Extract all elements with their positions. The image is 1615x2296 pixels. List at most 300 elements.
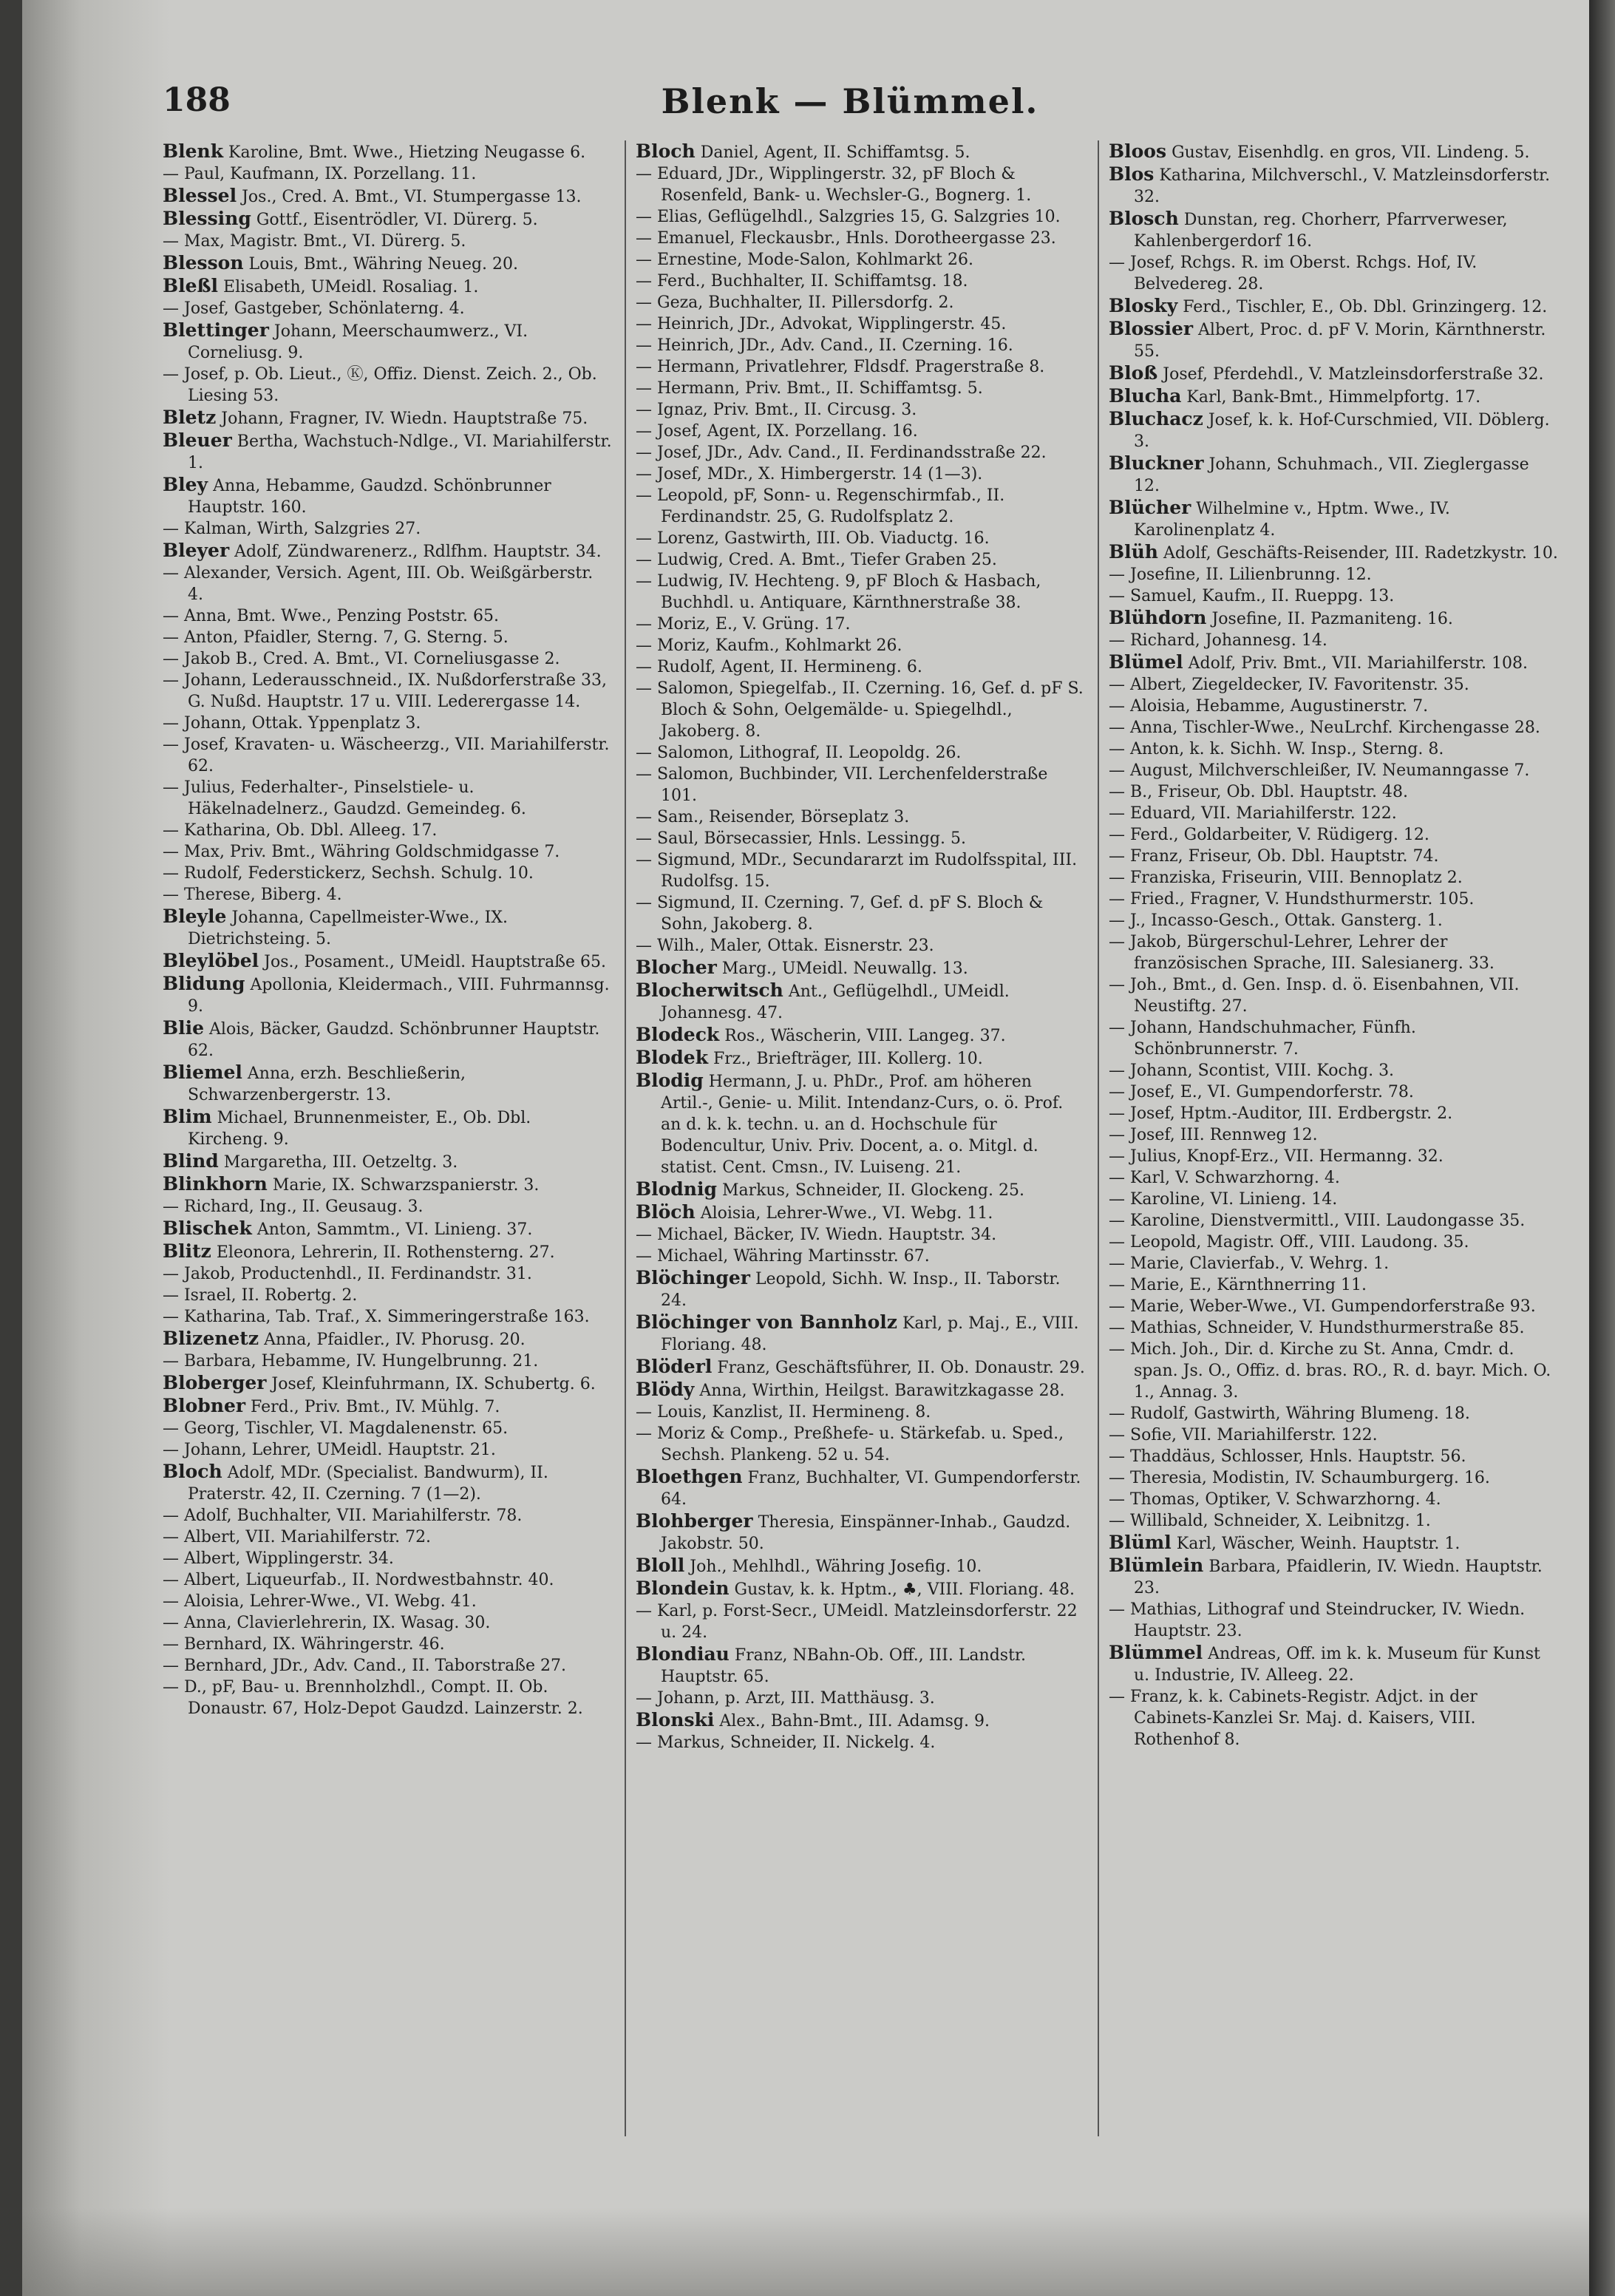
directory-entry bbox=[1109, 1317, 1560, 1339]
directory-entry bbox=[1109, 1060, 1560, 1081]
directory-entry bbox=[163, 1677, 613, 1719]
entry-details: — Mathias, Lithograf und Steindrucker, IV. Wiedn. Hauptstr. 23. bbox=[1109, 1600, 1526, 1640]
directory-entry bbox=[1109, 651, 1560, 674]
entry-details: — Marie, Weber-Wwe., VI. Gumpendorferstraße 93. bbox=[1109, 1297, 1536, 1316]
entry-details: — Johann, Handschuhmacher, Fünfh. Schönbrunnerstr. 7. bbox=[1109, 1019, 1416, 1059]
entry-surname: Bloethgen bbox=[636, 1466, 743, 1487]
directory-entry bbox=[163, 1372, 613, 1395]
directory-entry bbox=[163, 1612, 613, 1634]
directory-entry bbox=[1109, 1339, 1560, 1403]
entry-surname: Bloch bbox=[636, 140, 696, 162]
directory-entry bbox=[636, 656, 1087, 678]
entry-details: — Eduard, VII. Mariahilferstr. 122. bbox=[1109, 804, 1397, 823]
directory-entry bbox=[1109, 541, 1560, 564]
directory-entry bbox=[1109, 1167, 1560, 1189]
directory-entry bbox=[163, 670, 613, 713]
gutter-shadow bbox=[22, 0, 170, 2296]
directory-entry bbox=[163, 1196, 613, 1217]
entry-surname: Blümel bbox=[1109, 651, 1183, 673]
entry-surname: Bleßl bbox=[163, 275, 219, 296]
entry-details: — Mich. Joh., Dir. d. Kirche zu St. Anna, Cmdr. d. span. Js. O., Offiz. d. bras. RO., R. d. bayr. Mich. O. 1., Annag. 3. bbox=[1109, 1340, 1551, 1402]
directory-entry bbox=[636, 1224, 1087, 1246]
entry-details: Aloisia, Lehrer-Wwe., VI. Webg. 11. bbox=[700, 1204, 993, 1223]
directory-entry bbox=[163, 973, 613, 1017]
directory-entry bbox=[1109, 585, 1560, 607]
entry-details: — Anton, k. k. Sichh. W. Insp., Sterng. 8. bbox=[1109, 740, 1444, 758]
directory-entry bbox=[163, 474, 613, 518]
entry-surname: Bleyer bbox=[163, 540, 230, 561]
directory-entry bbox=[1109, 564, 1560, 585]
entry-details: — Eduard, JDr., Wipplingerstr. 32, pF Bloch & Rosenfeld, Bank- u. Wechsler-G., Bognerg. 1. bbox=[636, 165, 1032, 205]
directory-entry bbox=[636, 1246, 1087, 1267]
entry-surname: Blüh bbox=[1109, 541, 1158, 563]
directory-entry bbox=[1109, 1510, 1560, 1532]
entry-surname: Bleuer bbox=[163, 429, 232, 451]
directory-entry bbox=[163, 605, 613, 627]
directory-entry bbox=[636, 1423, 1087, 1466]
directory-entry bbox=[636, 1688, 1087, 1709]
entry-details: Dunstan, reg. Chorherr, Pfarrverweser, Kahlenbergerdorf 16. bbox=[1134, 211, 1508, 251]
entry-details: — Rudolf, Federstickerz, Sechsh. Schulg. 10. bbox=[163, 864, 534, 883]
directory-entry bbox=[163, 734, 613, 777]
directory-entry bbox=[1109, 1532, 1560, 1555]
entry-details: — Josef, E., VI. Gumpendorferstr. 78. bbox=[1109, 1083, 1414, 1101]
entry-details: — Josef, MDr., X. Himbergerstr. 14 (1—3). bbox=[636, 465, 983, 483]
directory-entry bbox=[163, 841, 613, 863]
entry-surname: Bletz bbox=[163, 407, 217, 428]
directory-entry bbox=[163, 1173, 613, 1196]
entry-surname: Blöderl bbox=[636, 1356, 713, 1377]
entry-details: — Karoline, Dienstvermittl., VIII. Laudongasse 35. bbox=[1109, 1212, 1526, 1230]
entry-details: — Aloisia, Lehrer-Wwe., VI. Webg. 41. bbox=[163, 1592, 477, 1611]
entry-surname: Bloberger bbox=[163, 1372, 267, 1393]
directory-entry bbox=[636, 742, 1087, 764]
entry-details: Josef, Pferdehdl., V. Matzleinsdorferstraße 32. bbox=[1163, 365, 1544, 384]
entry-surname: Blessel bbox=[163, 185, 237, 206]
directory-entry bbox=[163, 1240, 613, 1263]
directory-entry bbox=[163, 563, 613, 605]
entry-surname: Bloß bbox=[1109, 362, 1158, 384]
entry-details: Adolf, Geschäfts-Reisender, III. Radetzkystr. 10. bbox=[1163, 544, 1558, 563]
directory-entry bbox=[1109, 1403, 1560, 1424]
entry-details: — Paul, Kaufmann, IX. Porzellang. 11. bbox=[163, 165, 477, 183]
directory-entry bbox=[636, 249, 1087, 271]
entry-details: — Salomon, Spiegelfab., II. Czerning. 16, Gef. d. pF S. Bloch & Sohn, Oelgemälde- u. Spiegelhdl., Jakoberg. 8. bbox=[636, 679, 1084, 741]
entry-details: — Fried., Fragner, V. Hundsthurmerstr. 105. bbox=[1109, 890, 1475, 908]
entry-details: — Georg, Tischler, VI. Magdalenenstr. 65. bbox=[163, 1419, 509, 1438]
entry-details: Adolf, Zündwarenerz., Rdlfhm. Hauptstr. 34. bbox=[234, 543, 602, 561]
entry-details: — Louis, Kanzlist, II. Hermineng. 8. bbox=[636, 1403, 931, 1422]
entry-details: Barbara, Pfaidlerin, IV. Wiedn. Hauptstr. 23. bbox=[1134, 1558, 1543, 1597]
directory-entry bbox=[163, 185, 613, 208]
entry-details: — Josef, Hptm.-Auditor, III. Erdbergstr. 2. bbox=[1109, 1104, 1453, 1123]
directory-entry bbox=[163, 407, 613, 429]
entry-details: — Mathias, Schneider, V. Hundsthurmerstraße 85. bbox=[1109, 1319, 1525, 1337]
entry-details: — Leopold, pF, Sonn- u. Regenschirmfab., II. Ferdinandstr. 25, G. Rudolfsplatz 2. bbox=[636, 486, 1005, 526]
directory-entry bbox=[636, 828, 1087, 849]
entry-surname: Blöch bbox=[636, 1201, 696, 1223]
directory-entry bbox=[1109, 140, 1560, 163]
entry-surname: Blessing bbox=[163, 208, 251, 229]
directory-entry bbox=[636, 335, 1087, 356]
directory-entry bbox=[1109, 889, 1560, 910]
directory-entry bbox=[1109, 362, 1560, 385]
directory-entry bbox=[1109, 385, 1560, 408]
directory-entry bbox=[1109, 163, 1560, 208]
entry-details: — B., Friseur, Ob. Dbl. Hauptstr. 48. bbox=[1109, 783, 1408, 801]
directory-entry bbox=[1109, 696, 1560, 717]
directory-entry bbox=[1109, 1686, 1560, 1750]
entry-surname: Blos bbox=[1109, 163, 1155, 185]
directory-entry bbox=[163, 777, 613, 820]
entry-details: — Josefine, II. Lilienbrunng. 12. bbox=[1109, 565, 1372, 584]
entry-details: Josef, k. k. Hof-Curschmied, VII. Döblerg. 3. bbox=[1134, 411, 1550, 451]
directory-entry bbox=[636, 140, 1087, 163]
directory-entry bbox=[163, 140, 613, 163]
directory-entry bbox=[1109, 974, 1560, 1017]
entry-details: — Julius, Knopf-Erz., VII. Hermanng. 32. bbox=[1109, 1147, 1444, 1166]
entry-surname: Blondiau bbox=[636, 1643, 730, 1665]
directory-entry bbox=[1109, 607, 1560, 630]
column-divider bbox=[625, 140, 626, 2136]
directory-entry bbox=[1109, 1253, 1560, 1274]
entry-details: Wilhelmine v., Hptm. Wwe., IV. Karolinenplatz 4. bbox=[1134, 500, 1450, 540]
directory-entry bbox=[163, 820, 613, 841]
entry-details: — Leopold, Magistr. Off., VIII. Laudong. 35. bbox=[1109, 1233, 1469, 1251]
directory-entry bbox=[636, 463, 1087, 485]
entry-details: Katharina, Milchverschl., V. Matzleinsdorferstr. 32. bbox=[1134, 166, 1551, 206]
directory-entry bbox=[163, 1285, 613, 1306]
directory-entry bbox=[636, 892, 1087, 935]
entry-details: — Theresia, Modistin, IV. Schaumburgerg. 16. bbox=[1109, 1469, 1490, 1487]
entry-details: Apollonia, Kleidermach., VIII. Fuhrmannsg. 9. bbox=[188, 976, 610, 1016]
entry-surname: Bluchacz bbox=[1109, 408, 1203, 429]
directory-entry bbox=[1109, 1642, 1560, 1686]
entry-details: — Max, Priv. Bmt., Währing Goldschmidgasse 7. bbox=[163, 843, 560, 861]
entry-surname: Blossier bbox=[1109, 318, 1194, 339]
entry-details: Franz, Buchhalter, VI. Gumpendorferstr. 64. bbox=[661, 1469, 1081, 1509]
directory-entry bbox=[1109, 1017, 1560, 1060]
entry-details: — Josef, Gastgeber, Schönlaterng. 4. bbox=[163, 299, 465, 318]
entry-details: Ros., Wäscherin, VIII. Langeg. 37. bbox=[724, 1027, 1006, 1045]
directory-entry bbox=[163, 275, 613, 298]
entry-details: Bertha, Wachstuch-Ndlge., VI. Mariahilferstr. 1. bbox=[188, 432, 612, 472]
directory-entry bbox=[636, 271, 1087, 292]
entry-details: Marg., UMeidl. Neuwallg. 13. bbox=[721, 960, 968, 978]
entry-details: — Sigmund, II. Czerning. 7, Gef. d. pF S. Bloch & Sohn, Jakoberg. 8. bbox=[636, 894, 1044, 934]
entry-details: Franz, NBahn-Ob. Off., III. Landstr. Hauptstr. 65. bbox=[661, 1646, 1027, 1686]
directory-entry bbox=[163, 1263, 613, 1285]
directory-entry bbox=[636, 1643, 1087, 1688]
entry-details: — Jakob B., Cred. A. Bmt., VI. Corneliusgasse 2. bbox=[163, 650, 560, 668]
entry-surname: Bliemel bbox=[163, 1062, 242, 1083]
directory-entry bbox=[636, 1311, 1087, 1356]
entry-details: — Rudolf, Agent, II. Hermineng. 6. bbox=[636, 658, 922, 676]
entry-details: — Anna, Tischler-Wwe., NeuLrchf. Kirchengasse 28. bbox=[1109, 719, 1540, 737]
entry-surname: Bleylöbel bbox=[163, 950, 259, 971]
entry-details: — Thaddäus, Schlosser, Hnls. Hauptstr. 56. bbox=[1109, 1447, 1466, 1466]
running-head: Blenk — Blümmel. bbox=[661, 81, 1039, 121]
directory-entry bbox=[1109, 738, 1560, 760]
directory-entry bbox=[636, 1178, 1087, 1201]
entry-details: Elisabeth, UMeidl. Rosaliag. 1. bbox=[223, 278, 479, 296]
entry-surname: Blödy bbox=[636, 1379, 695, 1400]
entry-details: Johann, Fragner, IV. Wiedn. Hauptstraße 75. bbox=[221, 410, 588, 428]
directory-entry bbox=[636, 313, 1087, 335]
entry-details: — Moriz, E., V. Grüng. 17. bbox=[636, 615, 851, 634]
entry-surname: Bloos bbox=[1109, 140, 1167, 162]
directory-entry bbox=[163, 906, 613, 950]
entry-details: — Ferd., Goldarbeiter, V. Rüdigerg. 12. bbox=[1109, 826, 1429, 844]
entry-details: Adolf, MDr. (Specialist. Bandwurm), II. Praterstr. 42, II. Czerning. 7 (1—2). bbox=[188, 1464, 548, 1504]
entry-details: — Karoline, VI. Linieng. 14. bbox=[1109, 1190, 1338, 1209]
directory-entry bbox=[1109, 1081, 1560, 1103]
directory-entry bbox=[1109, 630, 1560, 651]
directory-entry bbox=[163, 1439, 613, 1461]
entry-details: — Josef, p. Ob. Lieut., Ⓚ, Offiz. Dienst. Zeich. 2., Ob. Liesing 53. bbox=[163, 365, 597, 405]
directory-entry bbox=[636, 528, 1087, 549]
directory-entry bbox=[163, 950, 613, 973]
entry-details: — Johann, Scontist, VIII. Kochg. 3. bbox=[1109, 1062, 1395, 1080]
directory-entry bbox=[163, 1418, 613, 1439]
entry-details: — Josef, Rchgs. R. im Oberst. Rchgs. Hof, IV. Belvedereg. 28. bbox=[1109, 254, 1478, 293]
entry-details: — Albert, Wipplingerstr. 34. bbox=[163, 1549, 394, 1568]
directory-entry bbox=[1109, 1424, 1560, 1446]
directory-columns bbox=[163, 140, 1567, 2136]
entry-surname: Blocher bbox=[636, 957, 717, 978]
entry-details: Karl, Bank-Bmt., Himmelpfortg. 17. bbox=[1186, 388, 1481, 407]
entry-details: — Josef, Agent, IX. Porzellang. 16. bbox=[636, 422, 918, 441]
entry-details: — Max, Magistr. Bmt., VI. Dürerg. 5. bbox=[163, 232, 466, 251]
directory-entry bbox=[636, 849, 1087, 892]
bottom-shadow bbox=[22, 2207, 1589, 2296]
entry-surname: Bley bbox=[163, 474, 208, 495]
directory-entry bbox=[1109, 910, 1560, 931]
entry-details: — Heinrich, JDr., Advokat, Wipplingerstr. 45. bbox=[636, 315, 1007, 333]
entry-details: — Albert, Liqueurfab., II. Nordwestbahnstr. 40. bbox=[163, 1571, 554, 1589]
entry-details: Anton, Sammtm., VI. Linieng. 37. bbox=[256, 1220, 533, 1239]
directory-entry bbox=[163, 252, 613, 275]
entry-details: — Richard, Ing., II. Geusaug. 3. bbox=[163, 1198, 424, 1216]
entry-surname: Blöchinger bbox=[636, 1267, 750, 1288]
directory-entry bbox=[636, 485, 1087, 528]
directory-entry bbox=[163, 1505, 613, 1526]
entry-details: — Josef, Kravaten- u. Wäscheerzg., VII. Mariahilferstr. 62. bbox=[163, 736, 610, 775]
directory-entry bbox=[636, 614, 1087, 635]
entry-details: Marie, IX. Schwarzspanierstr. 3. bbox=[272, 1176, 540, 1195]
directory-entry bbox=[163, 1062, 613, 1106]
entry-details: — Katharina, Ob. Dbl. Alleeg. 17. bbox=[163, 821, 438, 840]
entry-details: — Johann, p. Arzt, III. Matthäusg. 3. bbox=[636, 1689, 935, 1708]
column-3 bbox=[1109, 140, 1560, 2136]
directory-entry bbox=[636, 1267, 1087, 1311]
entry-details: — Adolf, Buchhalter, VII. Mariahilferstr. 78. bbox=[163, 1507, 523, 1525]
entry-details: Anna, erzh. Beschließerin, Schwarzenbergerstr. 13. bbox=[188, 1064, 466, 1104]
entry-details: — Bernhard, IX. Währingerstr. 46. bbox=[163, 1635, 445, 1654]
column-2 bbox=[636, 140, 1087, 2136]
directory-entry bbox=[636, 292, 1087, 313]
entry-details: — Ludwig, Cred. A. Bmt., Tiefer Graben 25. bbox=[636, 551, 997, 569]
directory-entry bbox=[1109, 408, 1560, 452]
entry-details: Leopold, Sichh. W. Insp., II. Taborstr. 24. bbox=[661, 1270, 1061, 1310]
directory-entry bbox=[636, 1024, 1087, 1047]
directory-entry bbox=[163, 1351, 613, 1372]
entry-details: Gottf., Eisentrödler, VI. Dürerg. 5. bbox=[256, 211, 538, 229]
entry-details: — Jakob, Productenhdl., II. Ferdinandstr. 31. bbox=[163, 1265, 532, 1283]
directory-entry bbox=[636, 1356, 1087, 1379]
entry-details: Franz, Geschäftsführer, II. Ob. Donaustr. 29. bbox=[717, 1359, 1085, 1377]
entry-details: Frz., Briefträger, III. Kollerg. 10. bbox=[713, 1050, 983, 1068]
entry-details: — Ignaz, Priv. Bmt., II. Circusg. 3. bbox=[636, 401, 917, 419]
entry-details: — Willibald, Schneider, X. Leibnitzg. 1. bbox=[1109, 1512, 1431, 1530]
entry-details: — Franziska, Friseurin, VIII. Bennoplatz 2. bbox=[1109, 869, 1463, 887]
entry-surname: Blöchinger von Bannholz bbox=[636, 1311, 897, 1333]
directory-entry bbox=[636, 549, 1087, 571]
entry-surname: Blenk bbox=[163, 140, 224, 162]
entry-details: — Joh., Bmt., d. Gen. Insp. d. ö. Eisenbahnen, VII. Neustiftg. 27. bbox=[1109, 976, 1520, 1016]
entry-details: — Ferd., Buchhalter, II. Schiffamtsg. 18. bbox=[636, 272, 968, 291]
directory-entry bbox=[1109, 1489, 1560, 1510]
directory-entry bbox=[163, 364, 613, 407]
entry-details: — D., pF, Bau- u. Brennholzhdl., Compt. II. Ob. Donaustr. 67, Holz-Depot Gaudzd. Lainzerstr. 2. bbox=[163, 1678, 583, 1718]
entry-surname: Blohberger bbox=[636, 1510, 753, 1532]
entry-details: Anna, Pfaidler., IV. Phorusg. 20. bbox=[264, 1331, 526, 1349]
directory-entry bbox=[1109, 760, 1560, 781]
entry-details: — Hermann, Privatlehrer, Fldsdf. Pragerstraße 8. bbox=[636, 358, 1045, 376]
entry-details: — J., Incasso-Gesch., Ottak. Gansterg. 1. bbox=[1109, 911, 1443, 930]
entry-details: Ant., Geflügelhdl., UMeidl. Johannesg. 47. bbox=[661, 982, 1010, 1022]
entry-details: — Thomas, Optiker, V. Schwarzhorng. 4. bbox=[1109, 1490, 1441, 1509]
entry-details: Eleonora, Lehrerin, II. Rothensterng. 27. bbox=[216, 1243, 555, 1262]
page-header bbox=[133, 81, 1567, 140]
directory-entry bbox=[1109, 846, 1560, 867]
entry-details: Karl, p. Maj., E., VIII. Floriang. 48. bbox=[661, 1314, 1079, 1354]
directory-entry bbox=[163, 1526, 613, 1548]
entry-details: — Anton, Pfaidler, Sterng. 7, G. Sterng. 5. bbox=[163, 628, 509, 647]
entry-details: — Wilh., Maler, Ottak. Eisnerstr. 23. bbox=[636, 937, 934, 955]
entry-details: — Elias, Geflügelhdl., Salzgries 15, G. Salzgries 10. bbox=[636, 208, 1061, 226]
entry-surname: Blondein bbox=[636, 1577, 730, 1599]
entry-details: Gustav, Eisenhdlg. en gros, VII. Lindeng. 5. bbox=[1172, 143, 1530, 162]
column-1 bbox=[163, 140, 613, 2136]
directory-entry bbox=[1109, 1189, 1560, 1210]
entry-details: — Barbara, Hebamme, IV. Hungelbrunng. 21. bbox=[163, 1352, 539, 1371]
directory-entry bbox=[163, 1634, 613, 1655]
entry-surname: Bloll bbox=[636, 1555, 685, 1576]
directory-entry bbox=[636, 571, 1087, 614]
directory-entry bbox=[163, 208, 613, 231]
entry-details: Johann, Meerschaumwerz., VI. Corneliusg. 9. bbox=[188, 322, 528, 362]
entry-details: — Alexander, Versich. Agent, III. Ob. Weißgärberstr. 4. bbox=[163, 564, 594, 604]
entry-details: — Jakob, Bürgerschul-Lehrer, Lehrer der französischen Sprache, III. Salesianerg. 33. bbox=[1109, 933, 1495, 973]
entry-details: — Albert, VII. Mariahilferstr. 72. bbox=[163, 1528, 432, 1546]
directory-entry bbox=[163, 540, 613, 563]
entry-surname: Blocherwitsch bbox=[636, 979, 783, 1001]
directory-entry bbox=[636, 764, 1087, 806]
entry-surname: Blidung bbox=[163, 973, 245, 994]
directory-entry bbox=[163, 1395, 613, 1418]
directory-entry bbox=[163, 1328, 613, 1351]
entry-surname: Blim bbox=[163, 1106, 212, 1127]
directory-entry bbox=[636, 1577, 1087, 1600]
directory-entry bbox=[636, 356, 1087, 378]
directory-entry bbox=[1109, 1210, 1560, 1232]
entry-details: Daniel, Agent, II. Schiffamtsg. 5. bbox=[700, 143, 970, 162]
directory-entry bbox=[1109, 1555, 1560, 1599]
directory-entry bbox=[1109, 1232, 1560, 1253]
directory-entry bbox=[636, 1466, 1087, 1510]
entry-details: — Markus, Schneider, II. Nickelg. 4. bbox=[636, 1733, 936, 1752]
entry-details: — Sofie, VII. Mariahilferstr. 122. bbox=[1109, 1426, 1378, 1444]
directory-entry bbox=[163, 319, 613, 364]
directory-entry bbox=[636, 979, 1087, 1024]
entry-details: — Anna, Bmt. Wwe., Penzing Poststr. 65. bbox=[163, 607, 499, 625]
entry-details: Ferd., Priv. Bmt., IV. Mühlg. 7. bbox=[251, 1398, 500, 1416]
entry-details: — Albert, Ziegeldecker, IV. Favoritenstr. 35. bbox=[1109, 676, 1469, 694]
directory-entry bbox=[636, 163, 1087, 206]
directory-entry bbox=[636, 1600, 1087, 1643]
directory-entry bbox=[163, 1591, 613, 1612]
entry-surname: Bluckner bbox=[1109, 452, 1204, 474]
directory-entry bbox=[636, 421, 1087, 442]
entry-details: — Lorenz, Gastwirth, III. Ob. Viaductg. 16. bbox=[636, 529, 990, 548]
entry-details: — Saul, Börsecassier, Hnls. Lessingg. 5. bbox=[636, 829, 966, 848]
entry-details: — Marie, E., Kärnthnerring 11. bbox=[1109, 1276, 1367, 1294]
entry-details: — Franz, k. k. Cabinets-Registr. Adjct. in der Cabinets-Kanzlei Sr. Maj. d. Kaisers, VIII. Rothenhof 8. bbox=[1109, 1688, 1478, 1749]
entry-surname: Blonski bbox=[636, 1709, 715, 1731]
directory-entry bbox=[163, 713, 613, 734]
directory-entry bbox=[1109, 1599, 1560, 1642]
directory-entry bbox=[1109, 674, 1560, 696]
entry-surname: Blüml bbox=[1109, 1532, 1172, 1553]
entry-surname: Blind bbox=[163, 1150, 219, 1172]
entry-details: — Sam., Reisender, Börseplatz 3. bbox=[636, 808, 910, 826]
directory-entry bbox=[163, 1569, 613, 1591]
directory-entry bbox=[1109, 1103, 1560, 1124]
directory-entry bbox=[1109, 803, 1560, 824]
directory-entry bbox=[636, 635, 1087, 656]
entry-details: — Ernestine, Mode-Salon, Kohlmarkt 26. bbox=[636, 251, 973, 269]
directory-entry bbox=[636, 1402, 1087, 1423]
entry-surname: Blodeck bbox=[636, 1024, 720, 1045]
entry-details: — Karl, p. Forst-Secr., UMeidl. Matzleinsdorferstr. 22 u. 24. bbox=[636, 1602, 1078, 1642]
entry-surname: Blodnig bbox=[636, 1178, 717, 1200]
entry-surname: Blücher bbox=[1109, 497, 1191, 518]
directory-entry bbox=[163, 863, 613, 884]
entry-details: Alex., Bahn-Bmt., III. Adamsg. 9. bbox=[719, 1712, 990, 1731]
directory-entry bbox=[1109, 208, 1560, 252]
entry-details: — Josef, III. Rennweg 12. bbox=[1109, 1126, 1318, 1144]
directory-entry bbox=[1109, 1467, 1560, 1489]
directory-entry bbox=[636, 399, 1087, 421]
directory-entry bbox=[163, 1655, 613, 1677]
entry-details: Anna, Wirthin, Heilgst. Barawitzkagasse 28. bbox=[699, 1382, 1065, 1400]
entry-details: Alois, Bäcker, Gaudzd. Schönbrunner Hauptstr. 62. bbox=[188, 1020, 600, 1060]
directory-entry bbox=[1109, 252, 1560, 295]
entry-details: — Bernhard, JDr., Adv. Cand., II. Taborstraße 27. bbox=[163, 1657, 566, 1675]
entry-surname: Blümlein bbox=[1109, 1555, 1204, 1576]
entry-details: — Salomon, Buchbinder, VII. Lerchenfelderstraße 101. bbox=[636, 765, 1048, 805]
entry-details: — Aloisia, Hebamme, Augustinerstr. 7. bbox=[1109, 697, 1429, 716]
entry-surname: Blodig bbox=[636, 1070, 704, 1091]
directory-entry bbox=[1109, 295, 1560, 318]
directory-entry bbox=[163, 1017, 613, 1062]
entry-details: Hermann, J. u. PhDr., Prof. am höheren Artil.-, Genie- u. Milit. Intendanz-Curs, o. ö. Prof. an d. k. k. techn. u. an d. Hochschule für Bodencultur, Univ. Priv. Docent, a. o. Mitgl. d. statist. Cent. Cmsn., IV. Luiseng. 21. bbox=[661, 1073, 1064, 1177]
directory-entry bbox=[636, 1201, 1087, 1224]
entry-details: — Hermann, Priv. Bmt., II. Schiffamtsg. 5. bbox=[636, 379, 983, 398]
entry-details: — Johann, Ottak. Yppenplatz 3. bbox=[163, 714, 421, 733]
directory-entry bbox=[163, 648, 613, 670]
